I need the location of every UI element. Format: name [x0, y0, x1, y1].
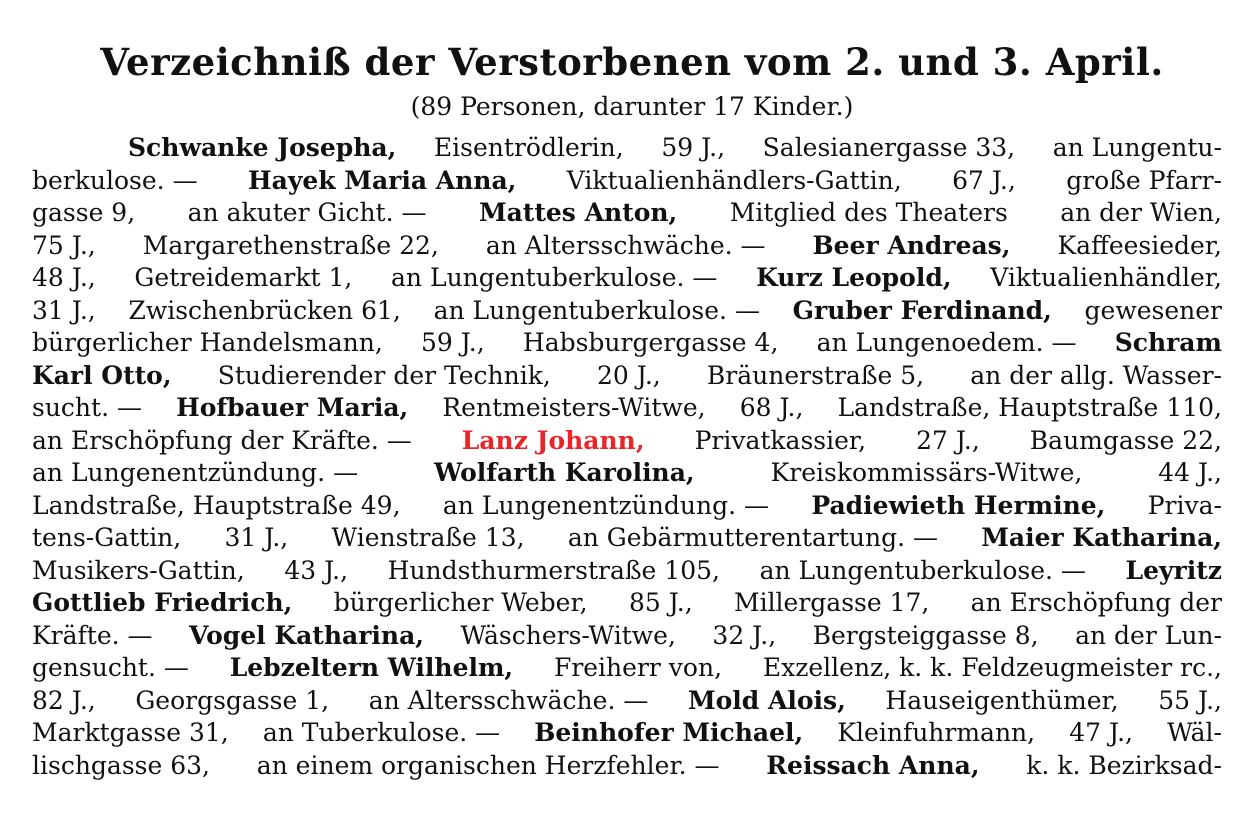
text-segment: 32 J., — [712, 620, 777, 650]
text-segment: tens-Gattin, — [32, 523, 182, 552]
deceased-name: Hayek Maria Anna, — [248, 165, 517, 195]
text-segment: an Altersschwäche. — — [485, 230, 766, 260]
text-segment: Kräfte. — — [32, 620, 153, 650]
text-line — [32, 262, 1222, 295]
text-segment: an akuter Gicht. — — [187, 198, 427, 227]
text-line — [32, 750, 1222, 783]
text-segment: 27 J., — [916, 425, 980, 455]
text-segment: an der Lun- — [1075, 620, 1222, 650]
text-segment: Georgsgasse 1, — [135, 685, 330, 715]
page-subtitle: (89 Personen, darunter 17 Kinder.) — [410, 92, 854, 121]
text-segment: 48 J., — [32, 263, 96, 292]
text-segment: Millergasse 17, — [733, 588, 930, 617]
deceased-name: Mold Alois, — [687, 685, 846, 715]
text-line — [32, 522, 1222, 555]
text-segment: Viktualienhändler, — [990, 263, 1222, 292]
deceased-name: Padiewieth Hermine, — [811, 490, 1106, 520]
text-segment: k. k. Bezirksad- — [1026, 750, 1222, 780]
text-segment: an Altersschwäche. — — [368, 685, 649, 715]
text-segment: 55 J., — [1158, 685, 1222, 715]
text-segment: 44 J., — [1158, 458, 1222, 487]
text-segment: an Lungenoedem. — — [816, 328, 1077, 357]
text-line — [32, 165, 1222, 198]
text-segment: Exzellenz, k. k. Feldzeugmeister rc., — [762, 653, 1222, 682]
text-segment: gasse 9, — [32, 198, 136, 227]
text-segment: an der Wien, — [1060, 198, 1222, 227]
text-segment: Kreiskommissärs-Witwe, — [770, 458, 1083, 487]
text-line — [32, 392, 1222, 425]
highlighted-name: Lanz Johann, — [461, 425, 645, 455]
deceased-name: Mattes Anton, — [478, 198, 678, 227]
text-segment: 82 J., — [32, 685, 96, 715]
text-segment: Privatkassier, — [694, 425, 867, 455]
text-line — [32, 230, 1222, 263]
deceased-name: Maier Katharina, — [981, 523, 1222, 552]
deceased-name: Schram — [1114, 328, 1222, 357]
text-segment: bürgerlicher Weber, — [333, 588, 588, 617]
deceased-name: Schwanke Josepha, — [128, 133, 397, 162]
deceased-name: Hofbauer Maria, — [176, 393, 409, 422]
text-segment: an Lungentuberkulose. — — [391, 263, 718, 292]
text-segment: Hauseigenthümer, — [885, 685, 1119, 715]
text-segment: Landstraße, Hauptstraße 49, — [32, 490, 401, 520]
text-segment: Eisentrödlerin, — [433, 133, 624, 162]
text-segment: Landstraße, Hauptstraße 110, — [837, 393, 1222, 422]
text-segment: Marktgasse 31, — [32, 718, 229, 747]
text-segment: an Erschöpfung der — [970, 588, 1222, 617]
text-segment: große Pfarr- — [1066, 165, 1222, 195]
deceased-name: Lebzeltern Wilhelm, — [229, 653, 514, 682]
deceased-name: Leyritz — [1125, 555, 1222, 585]
text-segment: gewesener — [1084, 295, 1222, 325]
deceased-name: Gottlieb Friedrich, — [32, 588, 293, 617]
text-segment: an der allg. Wasser- — [970, 360, 1222, 390]
text-segment: Wienstraße 13, — [331, 523, 525, 552]
text-segment: 43 J., — [284, 555, 349, 585]
text-segment: an Erschöpfung der Kräfte. — — [32, 425, 412, 455]
text-line — [32, 132, 1222, 165]
text-line — [32, 425, 1222, 458]
text-segment: 67 J., — [952, 165, 1016, 195]
text-segment: an Lungentuberkulose. — — [759, 555, 1086, 585]
obituary-list — [32, 132, 1222, 782]
text-line — [32, 457, 1222, 490]
text-segment: Habsburgergasse 4, — [522, 328, 779, 357]
text-segment: 31 J., — [224, 523, 289, 552]
text-segment: an Lungentu- — [1052, 133, 1222, 162]
page-title: Verzeichniß der Verstorbenen vom 2. und 3. April. — [100, 40, 1164, 84]
text-line — [32, 587, 1222, 620]
deceased-name: Beer Andreas, — [812, 230, 1011, 260]
text-segment: sucht. — — [32, 393, 142, 422]
text-line — [32, 327, 1222, 360]
text-segment: Baumgasse 22, — [1029, 425, 1222, 455]
deceased-name: Beinhofer Michael, — [534, 718, 804, 747]
text-segment: 59 J., — [661, 133, 726, 162]
text-segment: 20 J., — [597, 360, 661, 390]
text-segment: Bergsteiggasse 8, — [812, 620, 1039, 650]
text-segment: an Gebärmutterentartung. — — [567, 523, 938, 552]
text-segment: gensucht. — — [32, 653, 189, 682]
text-segment: 68 J., — [739, 393, 804, 422]
text-segment: an Lungenentzündung. — — [442, 490, 769, 520]
text-line — [32, 685, 1222, 718]
text-line — [32, 295, 1222, 328]
text-segment: Priva- — [1147, 490, 1222, 520]
text-line — [32, 490, 1222, 523]
deceased-name: Wolfarth Karolina, — [434, 458, 695, 487]
text-line — [32, 620, 1222, 653]
text-line — [32, 360, 1222, 393]
text-segment: Freiherr von, — [553, 653, 723, 682]
deceased-name: Vogel Katharina, — [189, 620, 424, 650]
deceased-name: Reissach Anna, — [766, 750, 980, 780]
text-segment: Kleinfuhrmann, — [837, 718, 1036, 747]
text-segment: Mitglied des Theaters — [729, 198, 1008, 227]
text-segment: Wäschers-Witwe, — [460, 620, 676, 650]
text-segment: bürgerlicher Handelsmann, — [32, 328, 383, 357]
text-segment: an einem organischen Herzfehler. — — [256, 750, 720, 780]
deceased-name: Karl Otto, — [32, 360, 172, 390]
text-segment: Musikers-Gattin, — [32, 555, 245, 585]
text-segment: 47 J., — [1069, 718, 1133, 747]
text-segment: lischgasse 63, — [32, 750, 210, 780]
text-segment: Bräunerstraße 5, — [706, 360, 925, 390]
text-segment: 75 J., — [32, 230, 96, 260]
text-segment: Studierender der Technik, — [217, 360, 551, 390]
text-line — [32, 652, 1222, 685]
text-segment: Viktualienhändlers-Gattin, — [566, 165, 902, 195]
text-segment: Rentmeisters-Witwe, — [442, 393, 706, 422]
text-segment: 85 J., — [628, 588, 693, 617]
text-segment: Hundsthurmerstraße 105, — [387, 555, 720, 585]
text-line — [32, 197, 1222, 230]
text-segment: 59 J., — [420, 328, 485, 357]
deceased-name: Gruber Ferdinand, — [792, 295, 1052, 325]
text-segment: an Tuberkulose. — — [262, 718, 501, 747]
text-line — [32, 717, 1222, 750]
text-segment: Zwischenbrücken 61, — [128, 295, 401, 325]
text-segment: Getreidemarkt 1, — [134, 263, 353, 292]
text-line — [32, 555, 1222, 588]
text-segment: an Lungentuberkulose. — — [433, 295, 760, 325]
deceased-name: Kurz Leopold, — [756, 263, 952, 292]
text-segment: Salesianergasse 33, — [762, 133, 1016, 162]
text-segment: berkulose. — — [32, 165, 198, 195]
text-segment: 31 J., — [32, 295, 96, 325]
text-segment: Kaffeesieder, — [1057, 230, 1222, 260]
text-segment: an Lungenentzündung. — — [32, 458, 359, 487]
text-segment: Wäl- — [1167, 718, 1222, 747]
text-segment: Margarethenstraße 22, — [142, 230, 439, 260]
